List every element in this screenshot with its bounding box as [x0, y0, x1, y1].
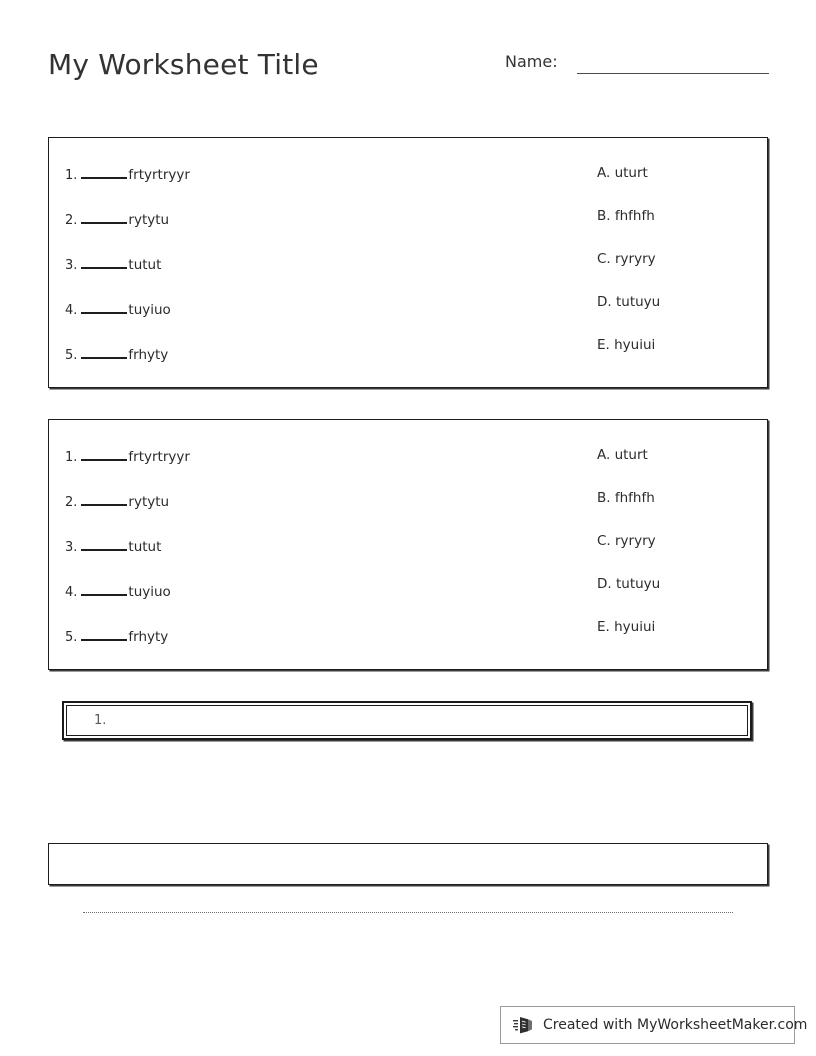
question-number: 1. [65, 168, 78, 183]
answer-blank-line[interactable] [81, 210, 127, 224]
name-write-line[interactable] [577, 73, 769, 74]
question-row [65, 582, 171, 600]
name-field-group [505, 52, 770, 80]
question-word: frtyrtryyr [128, 449, 190, 465]
question-number: 4. [65, 303, 78, 318]
footer-attribution-text: Created with MyWorksheetMaker.com [543, 1017, 808, 1033]
question-number: 5. [65, 348, 78, 363]
answer-choice: D. tutuyu [597, 576, 661, 592]
answer-choice: C. ryryry [597, 251, 656, 267]
numbered-answer-box[interactable] [62, 701, 752, 740]
question-word: rytytu [128, 212, 170, 228]
answer-blank-line[interactable] [81, 447, 127, 461]
question-word: tutut [128, 257, 162, 273]
question-number: 3. [65, 540, 78, 555]
question-row [65, 345, 168, 363]
dotted-write-line[interactable] [83, 912, 733, 913]
question-number: 1. [65, 450, 78, 465]
footer-attribution-badge[interactable] [500, 1006, 808, 1044]
answer-choice: E. hyuiui [597, 619, 656, 635]
answer-choice: D. tutuyu [597, 294, 661, 310]
answer-blank-line[interactable] [81, 345, 127, 359]
question-word: frtyrtryyr [128, 167, 190, 183]
answer-blank-line[interactable] [81, 255, 127, 269]
question-row [65, 627, 168, 645]
name-label: Name: [505, 52, 558, 71]
question-row [65, 447, 190, 465]
question-number: 2. [65, 213, 78, 228]
question-row [65, 255, 161, 273]
question-row [65, 165, 190, 183]
answer-choice: A. uturt [597, 447, 648, 463]
numbered-answer-box-inner[interactable] [66, 705, 748, 736]
answer-blank-line[interactable] [81, 492, 127, 506]
answer-blank-line[interactable] [81, 627, 127, 641]
question-word: frhyty [128, 347, 169, 363]
question-row [65, 537, 161, 555]
question-word: tuyiuo [128, 302, 171, 318]
page-title: My Worksheet Title [48, 48, 319, 81]
answer-blank-line[interactable] [81, 300, 127, 314]
question-word: tutut [128, 539, 162, 555]
answer-blank-line[interactable] [81, 582, 127, 596]
question-number: 2. [65, 495, 78, 510]
answer-choice: B. fhfhfh [597, 208, 655, 224]
worksheet-header [0, 0, 816, 110]
answer-choice: A. uturt [597, 165, 648, 181]
answer-box-number: 1. [94, 713, 107, 728]
matching-section-2 [48, 419, 768, 670]
answer-blank-line[interactable] [81, 165, 127, 179]
question-row [65, 492, 169, 510]
question-number: 5. [65, 630, 78, 645]
answer-choice: B. fhfhfh [597, 490, 655, 506]
matching-section-1 [48, 137, 768, 388]
question-word: frhyty [128, 629, 169, 645]
question-row [65, 300, 171, 318]
question-row [65, 210, 169, 228]
question-number: 4. [65, 585, 78, 600]
answer-blank-line[interactable] [81, 537, 127, 551]
answer-choice: E. hyuiui [597, 337, 656, 353]
answer-choice: C. ryryry [597, 533, 656, 549]
worksheet-maker-logo-icon [513, 1014, 535, 1036]
blank-writing-box[interactable] [48, 843, 768, 885]
question-number: 3. [65, 258, 78, 273]
question-word: rytytu [128, 494, 170, 510]
question-word: tuyiuo [128, 584, 171, 600]
